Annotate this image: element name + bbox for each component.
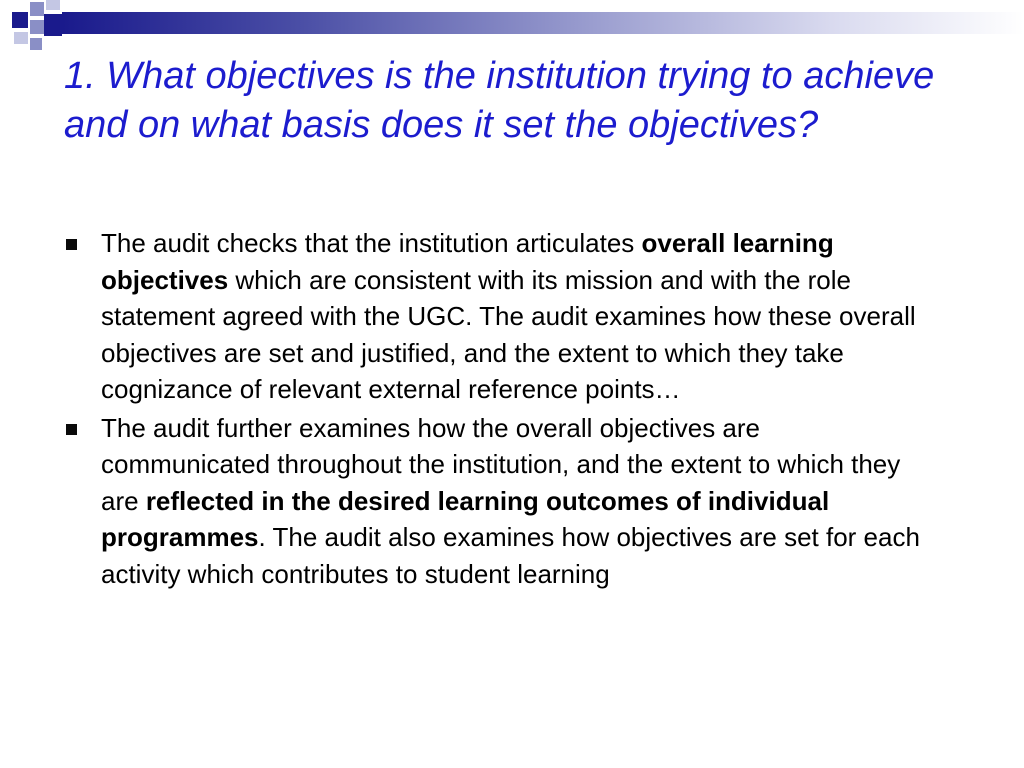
decor-square <box>14 32 28 44</box>
bullet-text-segment: . The audit also examines how objectives are set for each activity which contributes to student learning <box>101 522 920 589</box>
bullet-text-bold-segment: reflected in the desired learning outcomes of individual programmes <box>101 485 830 552</box>
decor-square <box>12 12 28 28</box>
decor-square <box>30 2 44 16</box>
decor-square <box>46 0 60 10</box>
slide-title: 1. What objectives is the institution trying to achieve and on what basis does it set the objectives? <box>64 55 935 146</box>
header-decoration <box>0 0 1024 60</box>
bullet-text <box>101 228 916 404</box>
decor-square <box>30 38 42 50</box>
decor-square <box>30 20 44 34</box>
bullet-text-segment: which are consistent with its mission and with the role statement agreed with the UGC. The audit examines how these overall objectives are set and justified, and the extent to which they take cognizance of relevant external reference points… <box>101 264 916 404</box>
bullet-list <box>66 225 936 594</box>
header-gradient-bar <box>62 12 1024 34</box>
bullet-text-bold-segment: overall learning objectives <box>101 228 834 295</box>
square-bullet-icon <box>66 424 77 435</box>
bullet-text-segment: The audit further examines how the overall objectives are communicated throughout the institution, and the extent to which they are <box>101 412 901 516</box>
bullet-text-segment: The audit checks that the institution articulates <box>101 228 642 258</box>
bullet-text <box>101 413 920 589</box>
square-bullet-icon <box>66 239 77 250</box>
bullet-item <box>66 410 936 593</box>
decor-square <box>44 14 62 36</box>
bullet-item <box>66 225 936 408</box>
